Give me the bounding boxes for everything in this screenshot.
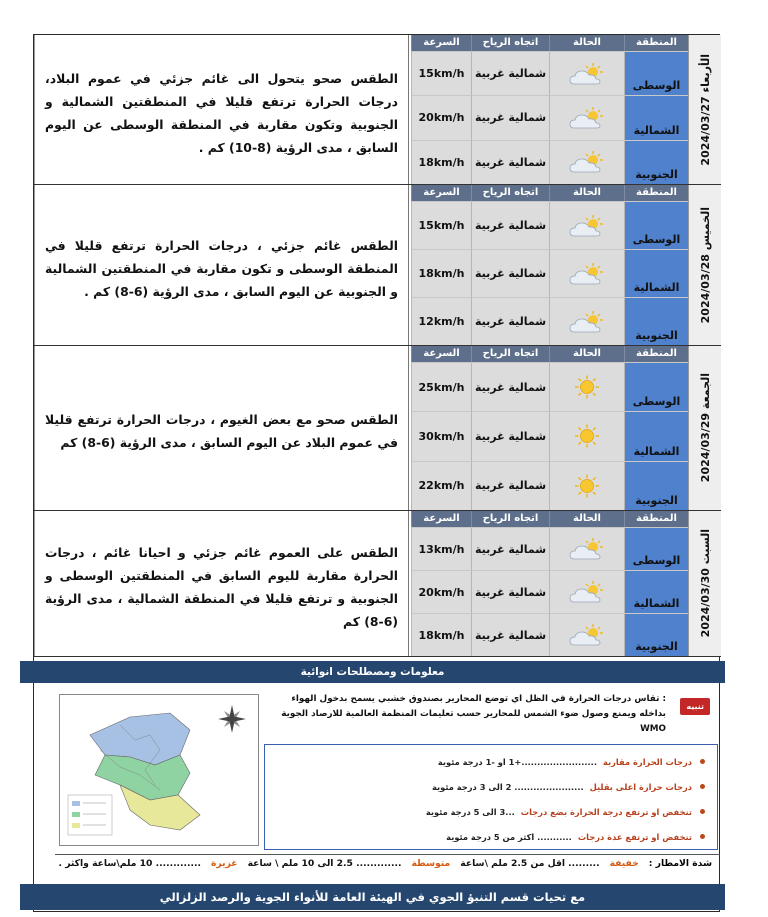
status-cell (549, 297, 624, 345)
speed-cell: 15km/h (411, 201, 471, 249)
day-date: الأربعاء 2024/03/27 (698, 53, 712, 166)
description-text: الطقس صحو يتحول الى غائم جزئي في عموم البلاد، درجات الحرارة ترتفع قليلا في المنطقتين الشمالية و الجنوبية وتكون مقاربة في المنطقة الوسطى عن اليوم السابق ، مدى الرؤية (8-10) كم . (45, 70, 398, 155)
date-column (688, 185, 721, 345)
region-cell: الوسطى (624, 362, 688, 411)
term-name: تنخفض او ترتفع عدة درجات (577, 831, 692, 842)
rain-moderate-value: ............. 2.5 الى 10 ملم \ ساعة (247, 858, 402, 869)
wind-cell: شمالية غربية (471, 297, 549, 345)
day-date: الخميس 2024/03/28 (698, 206, 712, 324)
speed-cell: 20km/h (411, 570, 471, 613)
header-wind-dir: اتجاه الرياح (471, 511, 549, 527)
header-speed: السرعة (411, 511, 471, 527)
footer-text: مع تحيات قسم التنبؤ الجوي في الهيئة العامة للأنواء الجوية والرصد الزلزالي (159, 890, 586, 904)
wind-cell: شمالية غربية (471, 201, 549, 249)
day-block-3 (34, 346, 721, 511)
wind-cell: شمالية غربية (471, 249, 549, 297)
term-name: تنخفض او ترتفع درجة الحرارة بضع درجات (520, 806, 692, 817)
rain-light-value: ......... اقل من 2.5 ملم \ساعة (460, 858, 600, 869)
rain-heavy: غزيرة (211, 858, 238, 869)
region-map (59, 694, 259, 846)
bullet-icon (700, 784, 705, 789)
region-cell: الوسطى (624, 527, 688, 570)
list-item (265, 824, 705, 849)
header-region: المنطقة (624, 35, 688, 51)
region-cell: الشمالية (624, 249, 688, 297)
header-speed: السرعة (411, 35, 471, 51)
rain-label: شدة الامطار : (648, 858, 712, 869)
partly-cloudy-icon (568, 537, 606, 561)
status-cell (549, 613, 624, 656)
glossary-title: معلومات ومصطلحات انوائية (300, 666, 445, 678)
term-name: درجات حرارة اعلى بقليل (589, 781, 692, 792)
list-item (265, 774, 705, 799)
status-cell (549, 95, 624, 139)
forecast-description (34, 185, 409, 345)
forecast-table (411, 185, 688, 345)
status-cell (549, 570, 624, 613)
iraq-map-icon (60, 695, 258, 845)
list-item (265, 749, 705, 774)
wind-cell: شمالية غربية (471, 362, 549, 411)
sun-icon (568, 424, 606, 448)
header-region: المنطقة (624, 346, 688, 362)
status-cell (549, 527, 624, 570)
wind-cell: شمالية غربية (471, 613, 549, 656)
day-block-1 (34, 35, 721, 185)
region-cell: الوسطى (624, 201, 688, 249)
forecast-table (411, 511, 688, 656)
forecast-table (411, 35, 688, 184)
status-cell (549, 249, 624, 297)
speed-cell: 25km/h (411, 362, 471, 411)
note-badge: تنبيه (680, 698, 710, 715)
partly-cloudy-icon (568, 623, 606, 647)
region-cell: الجنوبية (624, 140, 688, 184)
day-date: السبت 2024/03/30 (698, 529, 712, 638)
speed-cell: 15km/h (411, 51, 471, 95)
speed-cell: 18km/h (411, 613, 471, 656)
bullet-icon (700, 809, 705, 814)
forecast-description (34, 35, 409, 184)
region-cell: الجنوبية (624, 461, 688, 510)
region-cell: الجنوبية (624, 613, 688, 656)
status-cell (549, 362, 624, 411)
term-value: ........... اكثر من 5 درجة مئوية (446, 831, 572, 842)
header-speed: السرعة (411, 346, 471, 362)
header-wind-dir: اتجاه الرياح (471, 35, 549, 51)
list-item (265, 799, 705, 824)
day-block-4 (34, 511, 721, 657)
wind-cell: شمالية غربية (471, 527, 549, 570)
partly-cloudy-icon (568, 62, 606, 86)
header-status: الحالة (549, 346, 624, 362)
header-status: الحالة (549, 185, 624, 201)
date-column (688, 346, 721, 510)
speed-cell: 30km/h (411, 411, 471, 460)
rain-intensity-line (55, 854, 720, 872)
speed-cell: 18km/h (411, 249, 471, 297)
wind-cell: شمالية غربية (471, 461, 549, 510)
partly-cloudy-icon (568, 310, 606, 334)
region-cell: الوسطى (624, 51, 688, 95)
glossary-section (55, 688, 720, 851)
header-status: الحالة (549, 35, 624, 51)
description-text: الطقس غائم جزئي ، درجات الحرارة ترتفع قليلا في المنطقة الوسطى و تكون مقاربة في المنطقتين الشمالية و الجنوبية عن اليوم السابق ، مدى الرؤية (6-8) كم . (45, 237, 398, 299)
partly-cloudy-icon (568, 106, 606, 130)
header-status: الحالة (549, 511, 624, 527)
status-cell (549, 140, 624, 184)
description-text: الطقس صحو مع بعض الغيوم ، درجات الحرارة ترتفع قليلا في عموم البلاد عن اليوم السابق ، مدى الرؤية (6-8) كم (45, 412, 398, 450)
date-column (688, 35, 721, 184)
region-cell: الشمالية (624, 95, 688, 139)
footer-bar (20, 884, 725, 910)
term-name: درجات الحرارة مقاربة (602, 756, 692, 767)
partly-cloudy-icon (568, 214, 606, 238)
speed-cell: 12km/h (411, 297, 471, 345)
header-wind-dir: اتجاه الرياح (471, 346, 549, 362)
partly-cloudy-icon (568, 262, 606, 286)
status-cell (549, 201, 624, 249)
header-wind-dir: اتجاه الرياح (471, 185, 549, 201)
rain-light: خفيفة (609, 858, 639, 869)
header-region: المنطقة (624, 511, 688, 527)
partly-cloudy-icon (568, 150, 606, 174)
header-region: المنطقة (624, 185, 688, 201)
sun-icon (568, 474, 606, 498)
term-value: ...3 الى 5 درجة مئوية (425, 806, 515, 817)
status-cell (549, 51, 624, 95)
note-text: : تقاس درجات الحرارة في الظل اي توضع المحارير بصندوق خشبي يسمح بدخول الهواء بداخله ويمنع وصول ضوء الشمس للمحارير حسب تعليمات المنظمة العالمية للارصاد الجوية WMO (281, 694, 666, 734)
measurement-note (264, 692, 716, 734)
rain-heavy-value: ............. 10 ملم\ساعة واكثر . (58, 858, 201, 869)
bullet-icon (700, 759, 705, 764)
partly-cloudy-icon (568, 580, 606, 604)
term-value: ...................... 2 الى 3 درجة مئوية (432, 781, 584, 792)
forecast-table (411, 346, 688, 510)
forecast-description (34, 346, 409, 510)
bullet-icon (700, 834, 705, 839)
region-cell: الشمالية (624, 411, 688, 460)
wind-cell: شمالية غربية (471, 570, 549, 613)
status-cell (549, 411, 624, 460)
wind-cell: شمالية غربية (471, 51, 549, 95)
wind-cell: شمالية غربية (471, 411, 549, 460)
sun-icon (568, 375, 606, 399)
forecast-description (34, 511, 409, 656)
terms-list (264, 744, 718, 850)
rain-moderate: متوسطة (411, 858, 451, 869)
wind-cell: شمالية غربية (471, 95, 549, 139)
header-speed: السرعة (411, 185, 471, 201)
speed-cell: 13km/h (411, 527, 471, 570)
speed-cell: 18km/h (411, 140, 471, 184)
region-cell: الجنوبية (624, 297, 688, 345)
description-text: الطقس على العموم غائم جزئي و احيانا غائم ، درجات الحرارة مقاربة لليوم السابق في المنطقتين الوسطى و الجنوبية و ترتفع قليلا في المنطقة الشمالية ، مدى الرؤية (6-8) كم (45, 544, 398, 629)
day-block-2 (34, 185, 721, 346)
glossary-title-bar (20, 661, 725, 683)
wind-cell: شمالية غربية (471, 140, 549, 184)
speed-cell: 22km/h (411, 461, 471, 510)
region-cell: الشمالية (624, 570, 688, 613)
date-column (688, 511, 721, 656)
day-date: الجمعة 2024/03/29 (698, 373, 712, 483)
speed-cell: 20km/h (411, 95, 471, 139)
term-value: ........................+1 او -1 درجة مئوية (437, 756, 597, 767)
status-cell (549, 461, 624, 510)
